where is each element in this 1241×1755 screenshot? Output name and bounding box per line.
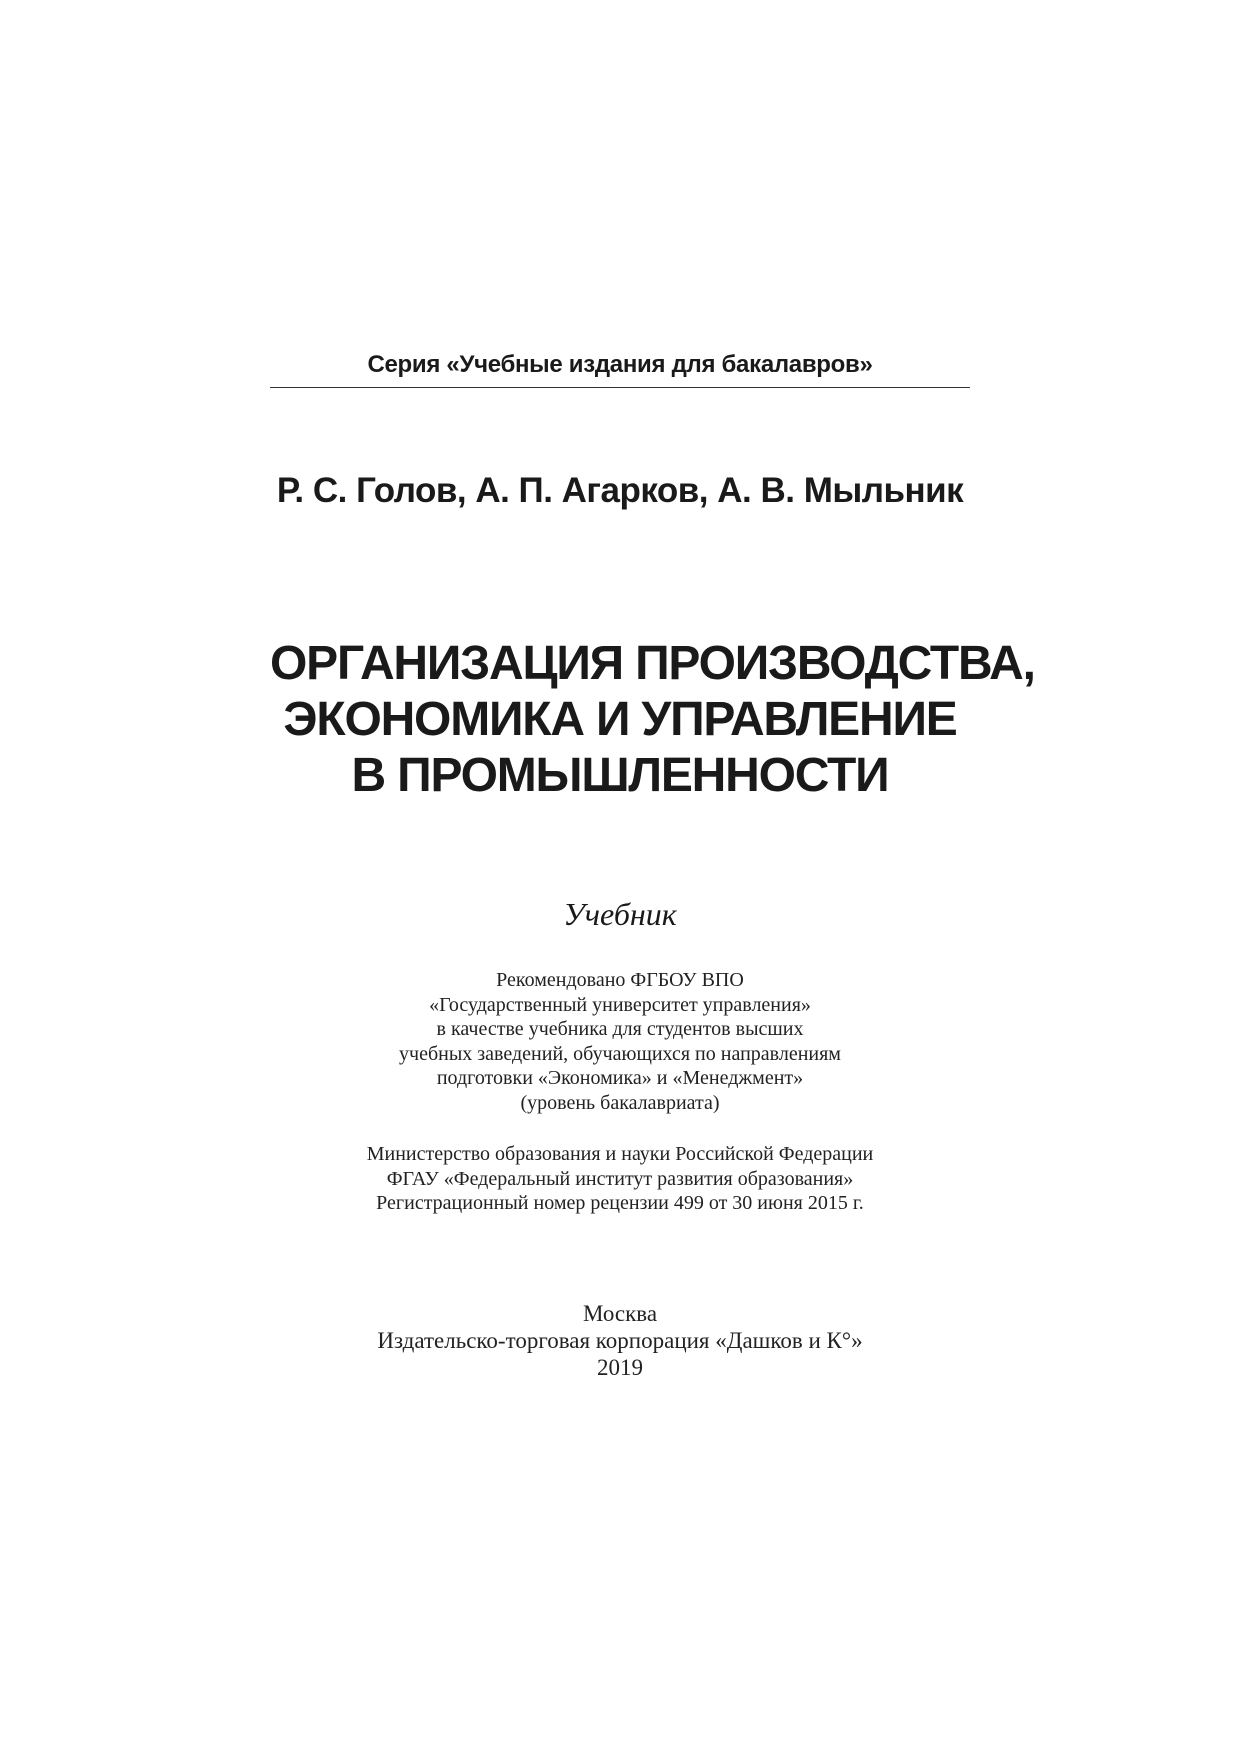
series-divider (270, 387, 970, 388)
book-title-line: В ПРОМЫШЛЕННОСТИ (351, 749, 889, 802)
ministry-line: ФГАУ «Федеральный институт развития образования» (386, 1167, 854, 1190)
recommendation-line: в качестве учебника для студентов высших (436, 1018, 804, 1040)
publisher-name: Издательско-торговая корпорация «Дашков и К°» (377, 1328, 863, 1353)
series-title: Серия «Учебные издания для бакалавров» (367, 351, 873, 378)
recommendation-line: Рекомендовано ФГБОУ ВПО (496, 969, 744, 991)
recommendation-block (270, 968, 970, 1115)
recommendation-line: учебных заведений, обучающихся по направлениям (399, 1042, 841, 1065)
ministry-line: Министерство образования и науки Российской Федерации (366, 1143, 874, 1165)
ministry-block (270, 1142, 970, 1216)
recommendation-line: подготовки «Экономика» и «Менеджмент» (436, 1067, 804, 1089)
book-title (270, 636, 1035, 804)
ministry-line: Регистрационный номер рецензии 499 от 30 июня 2015 г. (376, 1192, 864, 1214)
recommendation-line: «Государственный университет управления» (429, 993, 811, 1016)
recommendation-line: (уровень бакалавриата) (520, 1091, 720, 1114)
book-title-line: ОРГАНИЗАЦИЯ ПРОИЗВОДСТВА, (270, 637, 1035, 690)
publication-year: 2019 (597, 1355, 643, 1380)
publisher-block (270, 1300, 970, 1381)
genre-label: Учебник (563, 896, 677, 932)
book-title-line: ЭКОНОМИКА И УПРАВЛЕНИЕ (283, 693, 957, 746)
authors: Р. С. Голов, А. П. Агарков, А. В. Мыльник (276, 471, 964, 510)
publisher-city: Москва (582, 1301, 658, 1326)
